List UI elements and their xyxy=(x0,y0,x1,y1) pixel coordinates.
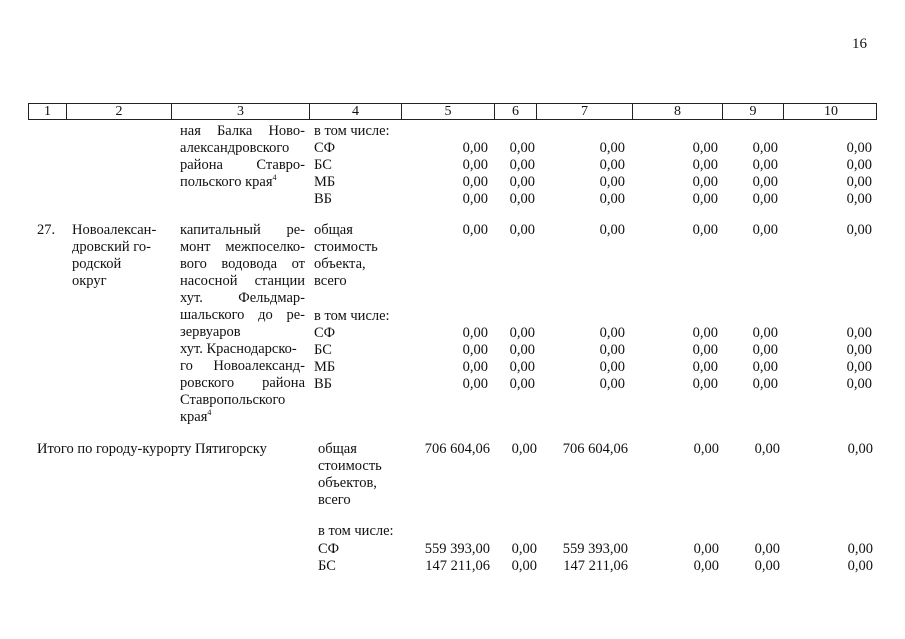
value-cell: 0,00 xyxy=(462,342,488,358)
value-cell: 0,00 xyxy=(846,376,872,392)
value-cell: 0,00 xyxy=(462,222,488,238)
object-name-line: насосной станции xyxy=(180,273,305,289)
value-cell: 0,00 xyxy=(509,342,535,358)
funding-source-label: МБ xyxy=(314,174,336,190)
value-cell: 0,00 xyxy=(754,558,780,574)
object-name-line: края$^4$ xyxy=(180,408,212,425)
total-label: Итого по городу-курорту Пятигорску xyxy=(37,441,267,457)
funding-source-label: общая xyxy=(318,441,357,457)
municipality-line: дровский го- xyxy=(72,239,151,255)
value-cell: 0,00 xyxy=(509,191,535,207)
value-cell: 0,00 xyxy=(511,558,537,574)
object-name-line: го Новоалександ- xyxy=(180,358,305,374)
value-cell: 0,00 xyxy=(462,140,488,156)
object-name-line: хут. Фельдмар- xyxy=(180,290,305,306)
value-cell: 0,00 xyxy=(462,325,488,341)
value-cell: 0,00 xyxy=(693,441,719,457)
value-cell: 0,00 xyxy=(752,191,778,207)
value-cell: 0,00 xyxy=(752,157,778,173)
funding-source-label: объектов, xyxy=(318,475,377,491)
funding-source-label: ВБ xyxy=(314,191,332,207)
value-cell: 0,00 xyxy=(599,325,625,341)
object-name-line: шальского до ре- xyxy=(180,307,305,323)
object-name-line: зервуаров xyxy=(180,324,241,340)
funding-source-label: общая xyxy=(314,222,353,238)
funding-source-label: СФ xyxy=(318,541,340,557)
value-cell: 0,00 xyxy=(846,174,872,190)
value-cell: 0,00 xyxy=(462,174,488,190)
value-cell: 0,00 xyxy=(752,342,778,358)
object-name-line: ровского района xyxy=(180,375,305,391)
object-name-line: ная Балка Ново- xyxy=(180,123,305,139)
value-cell: 0,00 xyxy=(462,376,488,392)
value-cell: 0,00 xyxy=(462,359,488,375)
value-cell: 0,00 xyxy=(846,222,872,238)
value-cell: 0,00 xyxy=(599,174,625,190)
col-header-3: 3 xyxy=(171,104,309,119)
value-cell: 0,00 xyxy=(752,174,778,190)
value-cell: 0,00 xyxy=(752,325,778,341)
value-cell: 0,00 xyxy=(599,376,625,392)
value-cell: 0,00 xyxy=(462,157,488,173)
funding-source-label: всего xyxy=(314,273,347,289)
value-cell: 0,00 xyxy=(692,191,718,207)
col-header-1: 1 xyxy=(44,104,51,119)
col-header-6: 6 xyxy=(494,104,536,119)
funding-source-label: стоимость xyxy=(314,239,378,255)
value-cell: 559 393,00 xyxy=(424,541,490,557)
value-cell: 0,00 xyxy=(692,325,718,341)
value-cell: 706 604,06 xyxy=(424,441,490,457)
value-cell: 0,00 xyxy=(847,558,873,574)
value-cell: 0,00 xyxy=(599,191,625,207)
value-cell: 0,00 xyxy=(509,325,535,341)
value-cell: 0,00 xyxy=(692,342,718,358)
object-name-line: района Ставро- xyxy=(180,157,305,173)
value-cell: 0,00 xyxy=(509,157,535,173)
value-cell: 147 211,06 xyxy=(563,558,628,574)
item-number: 27. xyxy=(37,222,56,238)
funding-source-label: ВБ xyxy=(314,376,332,392)
value-cell: 0,00 xyxy=(752,140,778,156)
value-cell: 0,00 xyxy=(847,441,873,457)
footnote-mark: 4 xyxy=(272,173,277,183)
value-cell: 0,00 xyxy=(752,359,778,375)
col-header-9: 9 xyxy=(722,104,783,119)
funding-source-label: БС xyxy=(314,342,332,358)
value-cell: 0,00 xyxy=(692,140,718,156)
funding-source-label: МБ xyxy=(314,359,336,375)
value-cell: 0,00 xyxy=(509,222,535,238)
value-cell: 0,00 xyxy=(692,157,718,173)
object-name-line: александровского xyxy=(180,140,290,156)
value-cell: 0,00 xyxy=(599,342,625,358)
funding-source-label: БС xyxy=(318,558,336,574)
municipality-line: родской xyxy=(72,256,122,272)
value-cell: 0,00 xyxy=(511,441,537,457)
value-cell: 0,00 xyxy=(692,174,718,190)
col-header-10: 10 xyxy=(783,104,878,119)
value-cell: 0,00 xyxy=(509,174,535,190)
column-number-header xyxy=(28,103,877,120)
value-cell: 0,00 xyxy=(599,140,625,156)
funding-source-label: СФ xyxy=(314,325,336,341)
municipality-line: округ xyxy=(72,273,107,289)
value-cell: 0,00 xyxy=(693,541,719,557)
value-cell: 0,00 xyxy=(847,541,873,557)
value-cell: 0,00 xyxy=(846,342,872,358)
value-cell: 0,00 xyxy=(846,359,872,375)
funding-source-label: в том числе: xyxy=(314,123,390,139)
col-header-2: 2 xyxy=(66,104,171,119)
object-name-line: монт межпоселко- xyxy=(180,239,305,255)
value-cell: 0,00 xyxy=(754,541,780,557)
value-cell: 0,00 xyxy=(754,441,780,457)
value-cell: 0,00 xyxy=(511,541,537,557)
value-cell: 0,00 xyxy=(752,222,778,238)
value-cell: 0,00 xyxy=(846,140,872,156)
funding-source-label: СФ xyxy=(314,140,336,156)
funding-source-label: стоимость xyxy=(318,458,382,474)
footnote-mark: 4 xyxy=(207,408,212,418)
funding-source-label: БС xyxy=(314,157,332,173)
object-name-line: Ставропольского xyxy=(180,392,286,408)
page-number: 16 xyxy=(852,36,867,52)
value-cell: 0,00 xyxy=(509,376,535,392)
object-name-line: польского края$^4$ xyxy=(180,173,277,190)
value-cell: 0,00 xyxy=(846,157,872,173)
funding-source-label: в том числе: xyxy=(318,523,394,539)
funding-source-label: в том числе: xyxy=(314,308,390,324)
value-cell: 147 211,06 xyxy=(425,558,490,574)
value-cell: 559 393,00 xyxy=(562,541,628,557)
value-cell: 0,00 xyxy=(599,222,625,238)
col-header-4: 4 xyxy=(309,104,401,119)
value-cell: 0,00 xyxy=(692,222,718,238)
value-cell: 0,00 xyxy=(692,376,718,392)
object-name-line: вого водовода от xyxy=(180,256,305,272)
value-cell: 0,00 xyxy=(599,359,625,375)
col-header-5: 5 xyxy=(401,104,494,119)
funding-source-label: объекта, xyxy=(314,256,366,272)
value-cell: 0,00 xyxy=(846,191,872,207)
value-cell: 0,00 xyxy=(692,359,718,375)
funding-source-label: всего xyxy=(318,492,351,508)
col-header-8: 8 xyxy=(632,104,722,119)
value-cell: 0,00 xyxy=(693,558,719,574)
value-cell: 0,00 xyxy=(599,157,625,173)
value-cell: 706 604,06 xyxy=(562,441,628,457)
municipality-line: Новоалексан- xyxy=(72,222,157,238)
value-cell: 0,00 xyxy=(509,140,535,156)
value-cell: 0,00 xyxy=(509,359,535,375)
object-name-line: хут. Краснодарско- xyxy=(180,341,297,357)
value-cell: 0,00 xyxy=(846,325,872,341)
value-cell: 0,00 xyxy=(752,376,778,392)
object-name-line: капитальный ре- xyxy=(180,222,305,238)
value-cell: 0,00 xyxy=(462,191,488,207)
col-header-7: 7 xyxy=(536,104,632,119)
